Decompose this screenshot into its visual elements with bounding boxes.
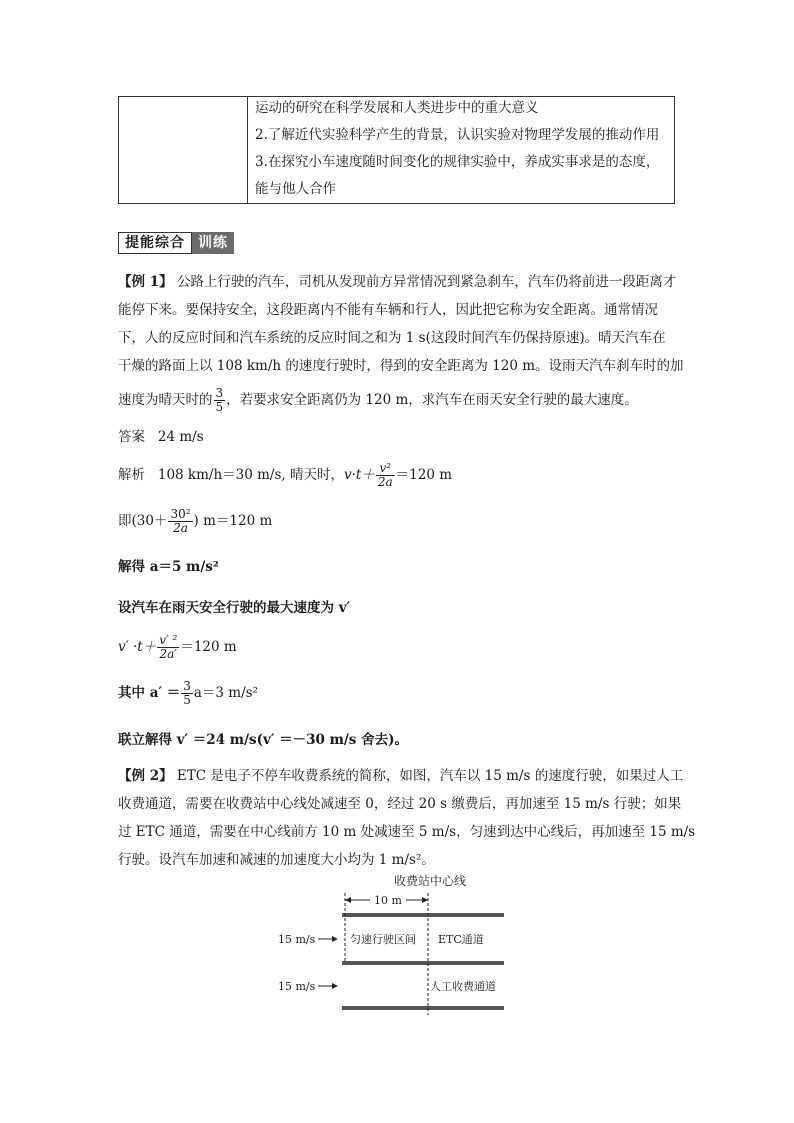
example-2 [118, 762, 696, 874]
etc-lane-label: ETC通道 [438, 933, 484, 946]
example-1-text: 公路上行驶的汽车，司机从发现前方异常情况到紧急刹车，汽车仍将前进一段距离才 [176, 274, 677, 290]
answer [118, 425, 204, 445]
etc-figure [270, 865, 520, 1025]
example-2-text: 行驶。设汽车加速和减速的加速度大小均为 1 m/s²。 [118, 852, 435, 868]
speed-label: 15 m/s [278, 933, 316, 946]
section-header [118, 232, 234, 254]
table-line: 2.了解近代实验科学产生的背景，认识实验对物理学发展的推动作用 [255, 127, 660, 143]
example-1-text: 干燥的路面上以 108 km/h 的速度行驶时，得到的安全距离为 120 m。设雨天汽车刹车时的加 [118, 358, 684, 374]
table-divider [247, 97, 248, 203]
fraction: $\frac{\text{30²}}{2a}$ [170, 507, 191, 535]
table-line: 能与他人合作 [255, 181, 336, 197]
table-cell-content [255, 97, 670, 205]
solution-line-6: 其中 a′ ＝ $\frac{3}{5}$ a＝3 m/s² [118, 679, 258, 707]
answer-label: 答案 [118, 429, 145, 445]
fraction: $\frac{3}{5}$ [215, 386, 224, 414]
arrowhead [332, 936, 338, 942]
objectives-table [118, 96, 675, 204]
lane-boundary [342, 961, 504, 965]
example-1-text: 能停下来。要保持安全，这段距离内不能有车辆和行人，因此把它称为安全距离。通常情况 [118, 302, 658, 318]
solution-line-5: v′ ·t＋ $\frac{\text{v′ ²}}{2a'}$ ＝120 m [118, 633, 237, 661]
solution-line-2: 即(30＋ $\frac{\text{30²}}{2a}$ ) m＝120 m [118, 507, 273, 535]
fraction: $\frac{3}{5}$ [183, 679, 191, 707]
center-line-label: 收费站中心线 [393, 874, 467, 888]
example-2-text: 收费通道，需要在收费站中心线处减速至 0，经过 20 s 缴费后，再加速至 15 m/s 行驶；如果 [118, 796, 682, 812]
zone-label: 匀速行驶区间 [350, 933, 416, 946]
section-header-tag: 训练 [192, 232, 234, 254]
answer-value: 24 m/s [157, 429, 204, 445]
solution-line-7: 联立解得 v′ ＝24 m/s(v′ ＝－30 m/s 舍去)。 [118, 732, 408, 748]
arrowhead [332, 983, 338, 989]
solution-line-1: 解析 108 km/h＝30 m/s, 晴天时，v·t＋ $\frac{\text{v²}}{2a}$ ＝120 m [118, 461, 453, 489]
distance-label: 10 m [374, 894, 402, 907]
example-1-text: 下，人的反应时间和汽车系统的反应时间之和为 1 s(这段时间汽车仍保持原速)。晴天汽车在 [118, 330, 666, 346]
example-2-text: 过 ETC 通道，需要在中心线前方 10 m 处减速至 5 m/s，匀速到达中心线后，再加速至 15 m/s [118, 824, 696, 840]
speed-label: 15 m/s [278, 980, 316, 993]
lane-boundary [342, 913, 504, 917]
table-line: 运动的研究在科学发展和人类进步中的重大意义 [255, 100, 539, 116]
table-line: 3.在探究小车速度随时间变化的规律实验中，养成实事求是的态度， [255, 154, 660, 170]
example-1-text: 速度为晴天时的 [118, 392, 213, 408]
manual-lane-label: 人工收费通道 [430, 980, 496, 993]
example-2-text: ETC 是电子不停车收费系统的简称，如图，汽车以 15 m/s 的速度行驶，如果过人工 [176, 768, 684, 784]
solution-line-4: 设汽车在雨天安全行驶的最大速度为 v′ [118, 600, 351, 616]
example-1 [118, 268, 684, 414]
fraction: $\frac{\text{v²}}{2a}$ [377, 461, 393, 489]
section-header-label: 提能综合 [118, 232, 192, 254]
lane-boundary [342, 1006, 504, 1010]
solution-line-3: 解得 a＝5 m/s² [118, 559, 219, 575]
arrowhead [422, 897, 428, 903]
arrowhead [345, 897, 351, 903]
solution-label: 解析 [118, 467, 145, 483]
example-1-label: 【例 1】 [118, 274, 173, 290]
example-2-label: 【例 2】 [118, 768, 173, 784]
example-1-text: ，若要求安全距离仍为 120 m，求汽车在雨天安全行驶的最大速度。 [226, 392, 638, 408]
fraction: $\frac{\text{v′ ²}}{2a'}$ [159, 633, 178, 661]
